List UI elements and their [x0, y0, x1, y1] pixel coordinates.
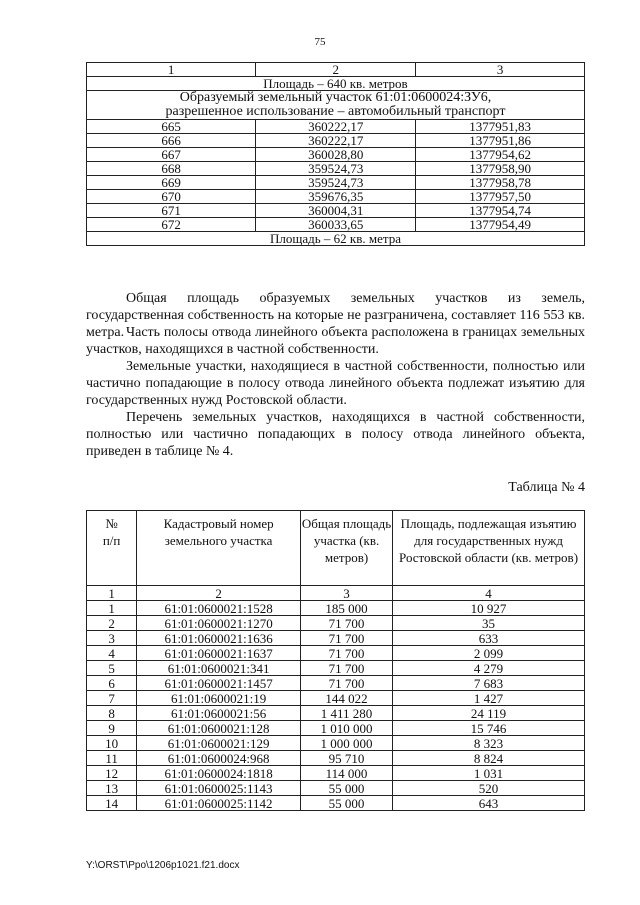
- total-area: 71 700: [301, 631, 393, 646]
- table-row: [87, 601, 585, 616]
- point-number: 667: [87, 148, 256, 162]
- table-row: [87, 218, 585, 232]
- column-header: 1: [87, 63, 256, 77]
- table-row: [87, 162, 585, 176]
- row-number: 7: [87, 691, 137, 706]
- point-number: 665: [87, 120, 256, 134]
- area-label: Площадь – 640 кв. метров: [87, 77, 585, 91]
- table-row: [87, 751, 585, 766]
- total-area: 71 700: [301, 676, 393, 691]
- table-row: [87, 721, 585, 736]
- seized-area: 4 279: [393, 661, 585, 676]
- table-row: [87, 190, 585, 204]
- column-index: 4: [393, 586, 585, 601]
- paragraph: Земельные участки, находящиеся в частной собственности, полностью или частично попадающие в полосу отвода линейного объекта подлежат изъятию для государственных нужд Ростовской области.: [86, 359, 585, 408]
- table-row: [87, 706, 585, 721]
- column-index: 3: [301, 586, 393, 601]
- x-coordinate: 360222,17: [256, 134, 416, 148]
- row-number: 9: [87, 721, 137, 736]
- seized-area: 35: [393, 616, 585, 631]
- header-line: №: [105, 516, 118, 531]
- total-area: 71 700: [301, 646, 393, 661]
- column-header: [87, 511, 137, 586]
- table-row: [87, 676, 585, 691]
- seized-area: 24 119: [393, 706, 585, 721]
- x-coordinate: 360033,65: [256, 218, 416, 232]
- x-coordinate: 359524,73: [256, 176, 416, 190]
- total-area: 185 000: [301, 601, 393, 616]
- seized-area: 643: [393, 796, 585, 811]
- x-coordinate: 360028,80: [256, 148, 416, 162]
- table-row: [87, 204, 585, 218]
- table-row: [87, 781, 585, 796]
- table-header-row: [87, 63, 585, 77]
- file-path-footer: Y:\ORST\Ppo\1206p1021.f21.docx: [86, 860, 240, 871]
- seized-area: 8 323: [393, 736, 585, 751]
- y-coordinate: 1377958,78: [416, 176, 585, 190]
- cadastral-number: 61:01:0600021:1457: [137, 676, 301, 691]
- table-row: [87, 631, 585, 646]
- land-parcels-table: [86, 510, 585, 811]
- row-number: 5: [87, 661, 137, 676]
- column-header: Кадастровый номер земельного участка: [137, 511, 301, 586]
- cadastral-number: 61:01:0600021:341: [137, 661, 301, 676]
- y-coordinate: 1377954,74: [416, 204, 585, 218]
- cadastral-number: 61:01:0600024:968: [137, 751, 301, 766]
- cadastral-number: 61:01:0600021:1528: [137, 601, 301, 616]
- cadastral-number: 61:01:0600025:1143: [137, 781, 301, 796]
- cadastral-number: 61:01:0600021:129: [137, 736, 301, 751]
- row-number: 3: [87, 631, 137, 646]
- total-area: 55 000: [301, 796, 393, 811]
- table-row: [87, 691, 585, 706]
- point-number: 666: [87, 134, 256, 148]
- y-coordinate: 1377957,50: [416, 190, 585, 204]
- row-number: 12: [87, 766, 137, 781]
- row-number: 6: [87, 676, 137, 691]
- paragraph: Перечень земельных участков, находящихся в частной собственности, полностью или частично попадающих в полосу отвода линейного объекта, приведен в таблице № 4.: [86, 410, 585, 459]
- column-header: Общая площадь участка (кв. метров): [301, 511, 393, 586]
- total-area: 95 710: [301, 751, 393, 766]
- table-row: [87, 661, 585, 676]
- row-number: 14: [87, 796, 137, 811]
- table-row: [87, 148, 585, 162]
- table-header-row: [87, 511, 585, 586]
- table-row: [87, 176, 585, 190]
- row-number: 10: [87, 736, 137, 751]
- row-number: 1: [87, 601, 137, 616]
- x-coordinate: 360222,17: [256, 120, 416, 134]
- table-row: [87, 616, 585, 631]
- row-number: 11: [87, 751, 137, 766]
- seized-area: 1 031: [393, 766, 585, 781]
- table-row: [87, 796, 585, 811]
- cadastral-number: 61:01:0600021:128: [137, 721, 301, 736]
- cadastral-number: 61:01:0600021:56: [137, 706, 301, 721]
- total-area: 1 411 280: [301, 706, 393, 721]
- header-line: п/п: [102, 533, 121, 548]
- total-area: 55 000: [301, 781, 393, 796]
- x-coordinate: 359524,73: [256, 162, 416, 176]
- row-number: 4: [87, 646, 137, 661]
- cadastral-number: 61:01:0600024:1818: [137, 766, 301, 781]
- total-area: 1 010 000: [301, 721, 393, 736]
- row-number: 2: [87, 616, 137, 631]
- coordinates-table: [86, 62, 585, 246]
- cadastral-number: 61:01:0600025:1142: [137, 796, 301, 811]
- table-row: [87, 646, 585, 661]
- x-coordinate: 360004,31: [256, 204, 416, 218]
- total-area: 1 000 000: [301, 736, 393, 751]
- column-header: 2: [256, 63, 416, 77]
- y-coordinate: 1377954,49: [416, 218, 585, 232]
- seized-area: 520: [393, 781, 585, 796]
- seized-area: 633: [393, 631, 585, 646]
- total-area: 71 700: [301, 616, 393, 631]
- y-coordinate: 1377954,62: [416, 148, 585, 162]
- parcel-title-line: разрешенное использование – автомобильный транспорт: [165, 104, 506, 119]
- table-row: [87, 736, 585, 751]
- seized-area: 2 099: [393, 646, 585, 661]
- seized-area: 10 927: [393, 601, 585, 616]
- column-index: 1: [87, 586, 137, 601]
- total-area: 71 700: [301, 661, 393, 676]
- cadastral-number: 61:01:0600021:1637: [137, 646, 301, 661]
- area-label: Площадь – 62 кв. метра: [87, 232, 585, 246]
- row-number: 13: [87, 781, 137, 796]
- seized-area: 8 824: [393, 751, 585, 766]
- page-number: 75: [314, 36, 326, 48]
- point-number: 671: [87, 204, 256, 218]
- seized-area: 15 746: [393, 721, 585, 736]
- y-coordinate: 1377951,86: [416, 134, 585, 148]
- table-row: [87, 134, 585, 148]
- table-caption: Таблица № 4: [508, 480, 585, 495]
- point-number: 672: [87, 218, 256, 232]
- parcel-title: [87, 91, 585, 120]
- x-coordinate: 359676,35: [256, 190, 416, 204]
- y-coordinate: 1377958,90: [416, 162, 585, 176]
- seized-area: 1 427: [393, 691, 585, 706]
- column-index: 2: [137, 586, 301, 601]
- paragraph: Общая площадь образуемых земельных участков из земель, государственная собственность на которые не разграничена, составляет 116 553 кв. метра.: [86, 291, 585, 340]
- point-number: 670: [87, 190, 256, 204]
- point-number: 669: [87, 176, 256, 190]
- column-index-row: [87, 586, 585, 601]
- parcel-title-line: Образуемый земельный участок 61:01:0600024:ЗУ6,: [179, 90, 492, 105]
- cadastral-number: 61:01:0600021:1636: [137, 631, 301, 646]
- seized-area: 7 683: [393, 676, 585, 691]
- cadastral-number: 61:01:0600021:19: [137, 691, 301, 706]
- point-number: 668: [87, 162, 256, 176]
- column-header: Площадь, подлежащая изъятию для государственных нужд Ростовской области (кв. метров): [393, 511, 585, 586]
- table-row: [87, 766, 585, 781]
- total-area: 144 022: [301, 691, 393, 706]
- total-area: 114 000: [301, 766, 393, 781]
- column-header: 3: [416, 63, 585, 77]
- paragraph: Часть полосы отвода линейного объекта расположена в границах земельных участков, находящихся в частной собственности.: [86, 325, 585, 357]
- row-number: 8: [87, 706, 137, 721]
- table-row: [87, 120, 585, 134]
- cadastral-number: 61:01:0600021:1270: [137, 616, 301, 631]
- y-coordinate: 1377951,83: [416, 120, 585, 134]
